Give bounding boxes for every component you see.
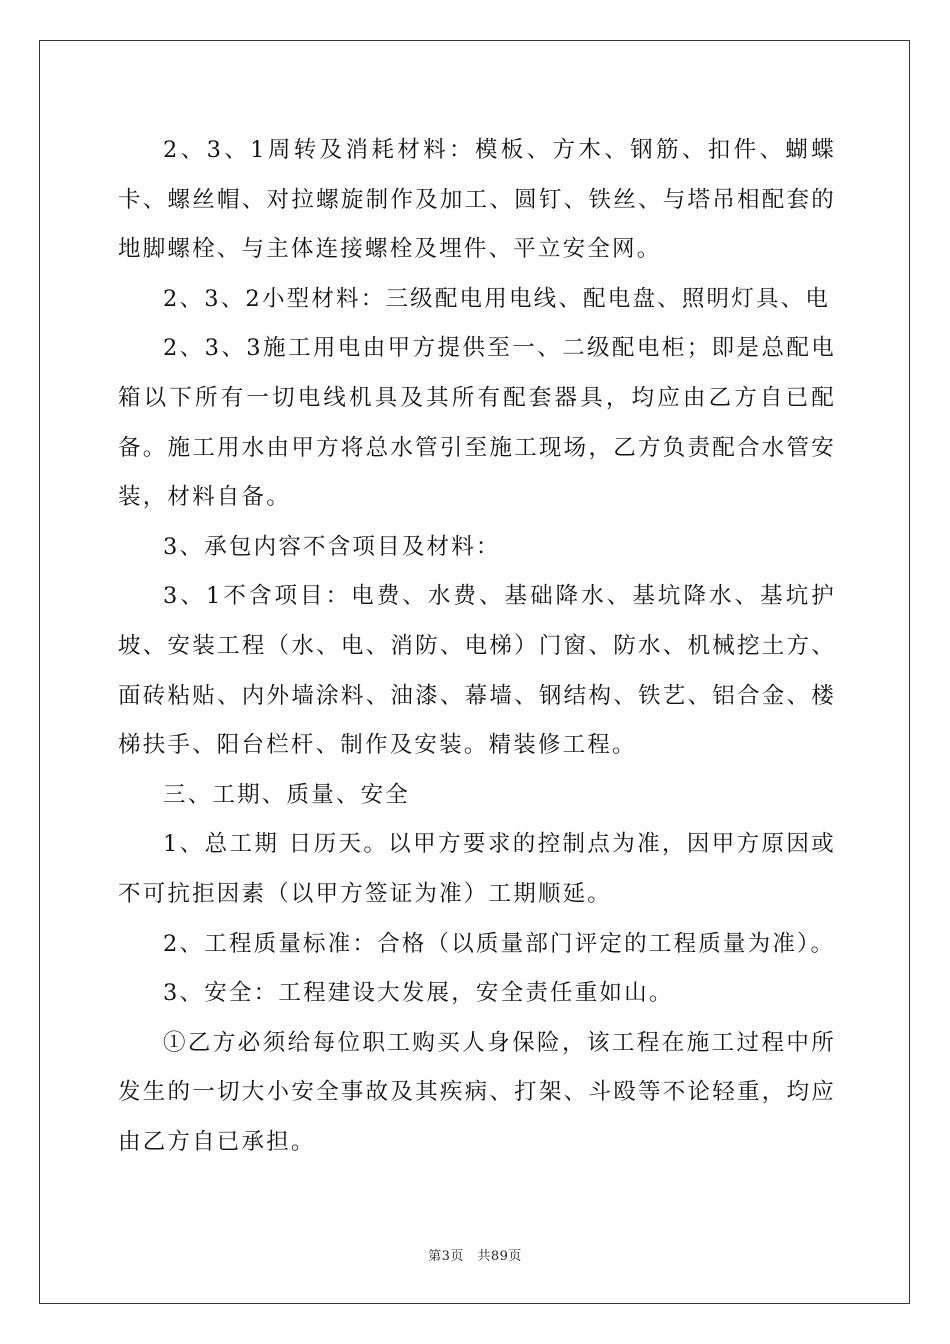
paragraph-8: 3、安全：工程建设大发展，安全责任重如山。 bbox=[163, 980, 674, 1007]
paragraph-4: 3、承包内容不含项目及材料： bbox=[163, 533, 501, 560]
document-body bbox=[118, 126, 836, 1167]
paragraph-7: 2、工程质量标准：合格（以质量部门评定的工程质量为准）。 bbox=[163, 930, 836, 957]
paragraph-2: 2、3、2小型材料：三级配电用电线、配电盘、照明灯具、电 bbox=[163, 285, 831, 312]
section-heading: 三、工期、质量、安全 bbox=[163, 781, 411, 808]
paragraph-9: ①乙方必须给每位职工购买人身保险，该工程在施工过程中所发生的一切大小安全事故及其疾病、打架、斗殴等不论轻重，均应由乙方自已承担。 bbox=[118, 1029, 836, 1155]
paragraph-6: 1、总工期 日历天。以甲方要求的控制点为准，因甲方原因或不可抗拒因素（以甲方签证为准）工期顺延。 bbox=[118, 831, 836, 907]
paragraph-1: 2、3、1周转及消耗材料：模板、方木、钢筋、扣件、蝴蝶卡、螺丝帽、对拉螺旋制作及加工、圆钉、铁丝、与塔吊相配套的地脚螺栓、与主体连接螺栓及埋件、平立安全网。 bbox=[118, 137, 836, 263]
paragraph-3: 2、3、3施工用电由甲方提供至一、二级配电柜；即是总配电箱以下所有一切电线机具及其所有配套器具，均应由乙方自已配备。施工用水由甲方将总水管引至施工现场，乙方负责配合水管安装，材料自备。 bbox=[118, 335, 836, 511]
paragraph-5: 3、1不含项目：电费、水费、基础降水、基坑降水、基坑护坡、安装工程（水、电、消防、电梯）门窗、防水、机械挖土方、面砖粘贴、内外墙涂料、油漆、幕墙、钢结构、铁艺、铝合金、楼梯扶手、阳台栏杆、制作及安装。精装修工程。 bbox=[118, 583, 836, 759]
page-number-footer: 第3页 共89页 bbox=[428, 1249, 522, 1264]
